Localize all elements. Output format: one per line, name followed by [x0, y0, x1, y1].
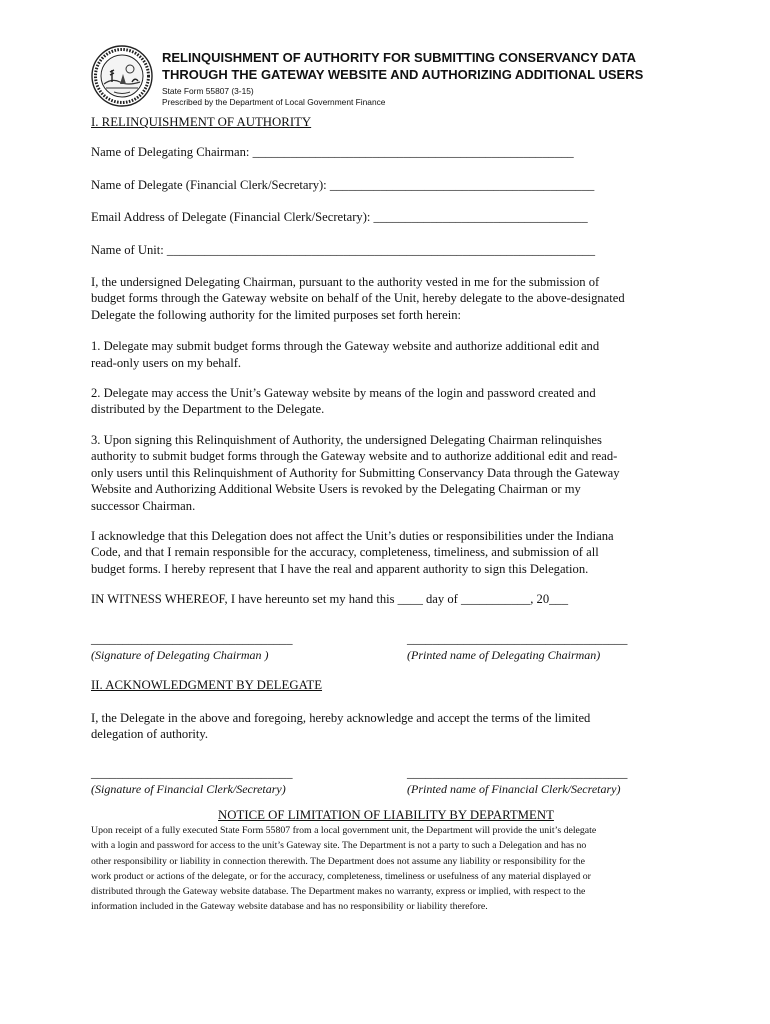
delegate-signature-row [91, 765, 681, 805]
notice-line: Upon receipt of a fully executed State Form 55807 from a local government unit, the Department will provide the unit’s delegate [91, 825, 597, 837]
form-subtitle [162, 86, 722, 107]
paragraph-line: 2. Delegate may access the Unit’s Gateway website by means of the login and password created and [91, 386, 596, 401]
delegate-acknowledgment-paragraph [91, 710, 681, 743]
paragraph-line: distributed by the Department to the Delegate. [91, 402, 325, 417]
section-heading: I. RELINQUISHMENT OF AUTHORITY [91, 115, 312, 129]
notice-line: information included in the Gateway website database and has no responsibility or liability therefore. [91, 901, 488, 913]
paragraph-line: authority to submit budget forms through the Gateway website and to authorize additional edit and read- [91, 449, 618, 464]
paragraph-line: budget forms through the Gateway website on behalf of the Unit, hereby delegate to the above-designated [91, 291, 625, 306]
notice-line: work product or actions of the delegate, or for the accuracy, completeness, timeliness or usefulness of any material displayed or [91, 870, 591, 882]
form-number: State Form 55807 (3-15) [162, 86, 254, 96]
form-title-line: THROUGH THE GATEWAY WEBSITE AND AUTHORIZING ADDITIONAL USERS [162, 67, 644, 82]
paragraph-line: Website and Authorizing Additional Website Users is revoked by the Delegating Chairman or my [91, 482, 581, 497]
paragraph-line: 1. Delegate may submit budget forms through the Gateway website and authorize additional edit and [91, 339, 600, 354]
form-title-line: RELINQUISHMENT OF AUTHORITY FOR SUBMITTING CONSERVANCY DATA [162, 50, 637, 65]
paragraph-line: only users until this Relinquishment of Authority for Submitting Conservancy Data through the Gateway [91, 465, 620, 480]
paragraph-line: I acknowledge that this Delegation does not affect the Unit’s duties or responsibilities under the Indiana [91, 528, 614, 543]
delegate-name-field[interactable]: Name of Delegate (Financial Clerk/Secretary): __________________________________________ [91, 177, 595, 192]
delegate-email-field[interactable]: Email Address of Delegate (Financial Clerk/Secretary): __________________________________ [91, 210, 588, 225]
notice-line: other responsibility or liability in connection therewith. The Department does not assume any liability or responsibility for the [91, 855, 585, 867]
notice-line: with a login and password for access to the unit’s Gateway site. The Department is not a party to such a Delegation and has no [91, 840, 587, 852]
authority-item-3 [91, 432, 681, 514]
section-heading: II. ACKNOWLEDGMENT BY DELEGATE [91, 677, 323, 692]
delegate-signature-caption: (Signature of Financial Clerk/Secretary) [91, 781, 286, 796]
indiana-state-seal-icon [90, 44, 154, 108]
paragraph-line: Code, and that I remain responsible for the accuracy, completeness, timeliness, and submission of all [91, 545, 599, 560]
form-body [91, 114, 681, 914]
authority-item-2 [91, 385, 681, 418]
paragraph-line: 3. Upon signing this Relinquishment of Authority, the undersigned Delegating Chairman relinquishes [91, 432, 602, 447]
prescribed-by: Prescribed by the Department of Local Government Finance [162, 96, 386, 107]
notice-text [91, 823, 681, 914]
witness-line[interactable]: IN WITNESS WHEREOF, I have hereunto set my hand this ____ day of ___________, 20___ [91, 592, 569, 607]
delegate-signature-line[interactable]: ________________________________ [91, 765, 293, 780]
paragraph-line: delegation of authority. [91, 727, 209, 742]
chairman-signature-line[interactable]: ________________________________ [91, 631, 293, 646]
authority-item-1 [91, 338, 681, 371]
form-title [162, 49, 722, 83]
notice-line: distributed through the Gateway website database. The Department makes no warranty, express or implied, with respect to the [91, 885, 586, 897]
chairman-printed-name-caption: (Printed name of Delegating Chairman) [407, 647, 601, 662]
paragraph-line: successor Chairman. [91, 498, 196, 513]
paragraph-line: budget forms. I hereby represent that I have the real and apparent authority to sign this Delegation. [91, 561, 589, 576]
paragraph-line: read-only users on my behalf. [91, 355, 242, 370]
intro-paragraph [91, 274, 681, 323]
form-header [162, 49, 722, 107]
notice-heading: NOTICE OF LIMITATION OF LIABILITY BY DEPARTMENT [218, 807, 554, 822]
delegate-printed-name-caption: (Printed name of Financial Clerk/Secretary) [407, 781, 621, 796]
unit-name-field[interactable]: Name of Unit: ____________________________________________________________________ [91, 242, 596, 257]
chairman-signature-caption: (Signature of Delegating Chairman ) [91, 647, 269, 662]
paragraph-line: Delegate the following authority for the limited purposes set forth herein: [91, 307, 462, 322]
chairman-printed-name-line[interactable]: ___________________________________ [407, 631, 628, 646]
delegate-printed-name-line[interactable]: ___________________________________ [407, 765, 628, 780]
delegating-chairman-field[interactable]: Name of Delegating Chairman: ___________________________________________________ [91, 145, 574, 160]
chairman-signature-row [91, 631, 681, 671]
paragraph-line: I, the undersigned Delegating Chairman, pursuant to the authority vested in me for the submission of [91, 275, 600, 290]
acknowledgment-paragraph [91, 528, 681, 577]
paragraph-line: I, the Delegate in the above and foregoing, hereby acknowledge and accept the terms of the limited [91, 710, 591, 725]
